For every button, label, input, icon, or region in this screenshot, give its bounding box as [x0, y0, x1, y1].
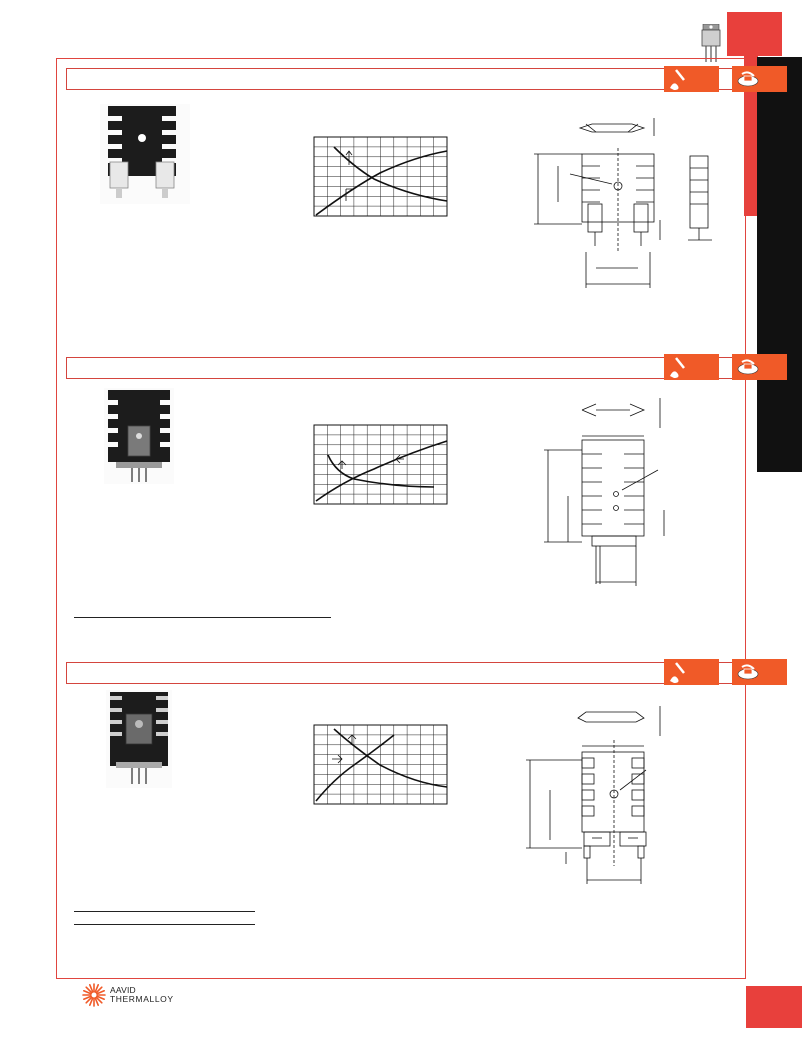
thermal-graph [314, 137, 448, 217]
section-1-badges [66, 66, 735, 92]
brand-logo [82, 983, 192, 1009]
sunburst-logo-icon [82, 983, 106, 1007]
heatsink-photo [100, 104, 190, 204]
section-2-badges [66, 354, 735, 380]
component-icon [732, 66, 787, 92]
corner-tab [727, 12, 782, 56]
dimension-drawing [520, 700, 670, 890]
component-icon [732, 659, 787, 685]
thermal-graph [314, 425, 448, 505]
page-corner-tab [746, 986, 802, 1028]
brand-name-line-2: THERMALLOY [110, 994, 174, 1004]
solder-icon [664, 354, 719, 380]
section-rule [74, 924, 255, 925]
brand-name-line-1: AAVID [110, 985, 136, 995]
section-rule [74, 911, 255, 912]
section-rule [74, 617, 331, 618]
side-index-tab [757, 57, 802, 472]
to220-package-icon [700, 24, 722, 62]
solder-icon [664, 659, 719, 685]
thermal-graph [314, 725, 448, 805]
solder-icon [664, 66, 719, 92]
dimension-drawing [530, 112, 715, 292]
heatsink-photo [104, 388, 174, 484]
heatsink-photo [106, 690, 172, 788]
component-icon [732, 354, 787, 380]
dimension-drawing [538, 392, 678, 592]
section-3-badges [66, 659, 735, 685]
